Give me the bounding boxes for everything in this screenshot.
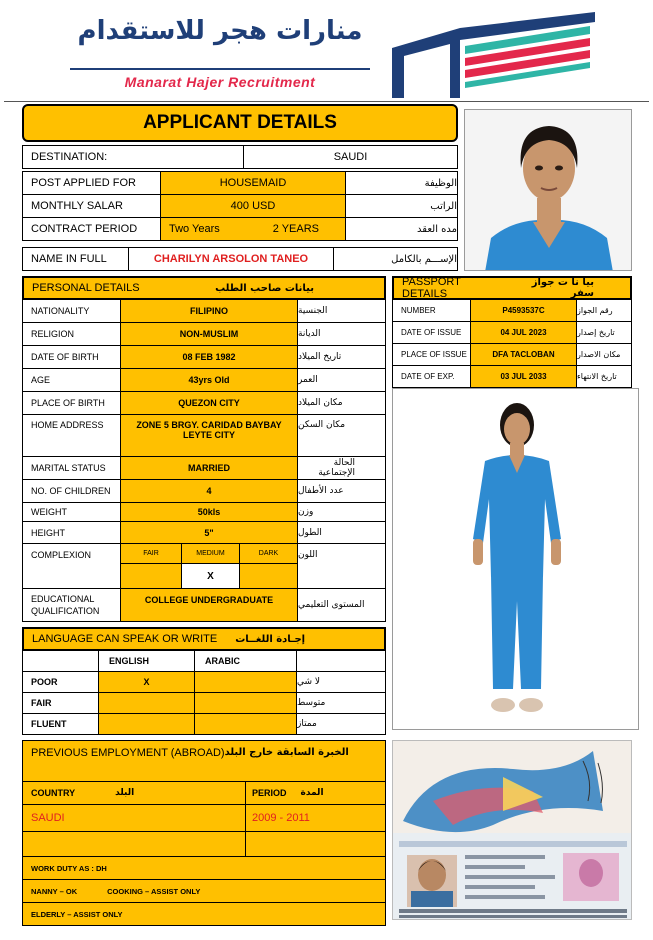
personal-row-label: MARITAL STATUS [22,456,121,480]
name-label: NAME IN FULL [22,247,129,271]
post-value: HOUSEMAID [160,171,346,195]
complexion-label: COMPLEXION [22,543,121,589]
logo [60,8,620,100]
complexion-dark-label: DARK [239,543,298,564]
employment-heading [22,740,386,782]
complexion-fair-mark [120,563,182,589]
passport-heading [392,276,632,300]
personal-row-arabic: مكان السكن [297,414,386,457]
personal-heading-text: PERSONAL DETAILS [32,282,140,294]
personal-row-value: 4 [120,479,298,503]
personal-row-label: HEIGHT [22,521,121,544]
education-value: COLLEGE UNDERGRADUATE [120,588,298,622]
personal-row-value: MARRIED [120,456,298,480]
destination-value: SAUDI [243,145,458,169]
employment-period-value: 2009 - 2011 [245,804,386,832]
education-label: EDUCATIONAL QUALIFICATION [22,588,121,622]
duty-nanny: NANNY – OK [31,886,78,896]
destination-label: DESTINATION: [22,145,244,169]
employment-period-label [245,781,386,805]
complexion-fair-label: FAIR [120,543,182,564]
language-row-arabic: متوسط [296,692,386,714]
language-col-english: ENGLISH [98,650,195,672]
employment-blank-right [245,831,386,857]
personal-row-label: AGE [22,368,121,392]
employment-country-label [22,781,246,805]
language-row-arabic: لا شي [296,671,386,693]
education-arabic: المستوى التعليمي [297,588,386,622]
name-value: CHARILYN ARSOLON TANEO [128,247,334,271]
personal-row-arabic: عدد الأطفال [297,479,386,503]
complexion-medium-mark: X [181,563,240,589]
language-heading-arabic: إجـادة اللغــات [235,633,306,645]
salary-value: 400 USD [160,194,346,218]
personal-row-value: 43yrs Old [120,368,298,392]
applicant-headshot [464,109,632,271]
contract-value-words: Two Years [169,223,220,235]
complexion-medium-label: MEDIUM [181,543,240,564]
personal-row-value: 50kls [120,502,298,522]
personal-row-label: NATIONALITY [22,299,121,323]
post-label: POST APPLIED FOR [22,171,161,195]
duty-row-1 [22,879,386,903]
contract-value-years: 2 YEARS [272,223,319,235]
country-label-text: COUNTRY [31,788,76,798]
language-col-blank [296,650,386,672]
personal-row-arabic: الحالة الإجتماعية [297,456,386,480]
complexion-arabic: اللون [297,543,386,589]
personal-heading [22,276,386,300]
personal-row-label: WEIGHT [22,502,121,522]
salary-label: MONTHLY SALAR [22,194,161,218]
contract-label: CONTRACT PERIOD [22,217,161,241]
language-row-arabic-level [194,713,297,735]
personal-row-label: DATE OF BIRTH [22,345,121,369]
header-divider [4,101,649,102]
language-col-arabic: ARABIC [194,650,297,672]
language-heading-text: LANGUAGE CAN SPEAK OR WRITE [32,633,218,645]
passport-row-label: PLACE OF ISSUE [392,343,471,366]
passport-row-arabic: تاريخ إصدار [576,321,632,344]
language-row-label: POOR [22,671,99,693]
language-row-english [98,692,195,714]
personal-row-arabic: مكان الميلاد [297,391,386,415]
passport-row-label: DATE OF EXP. [392,365,471,388]
personal-row-label: HOME ADDRESS [22,414,121,457]
personal-row-value: 5" [120,521,298,544]
logo-house-icon [390,8,600,100]
personal-row-arabic: العمر [297,368,386,392]
personal-row-arabic: وزن [297,502,386,522]
personal-row-arabic: الجنسية [297,299,386,323]
personal-row-value: ZONE 5 BRGY. CARIDAD BAYBAY LEYTE CITY [120,414,298,457]
personal-row-arabic: الطول [297,521,386,544]
logo-english-text: Manarat Hajer Recruitment [124,74,316,90]
contract-arabic: مده العقد [345,217,458,241]
passport-scan-image [392,740,632,920]
personal-row-arabic: الديانة [297,322,386,346]
post-arabic: الوظيفة [345,171,458,195]
passport-row-arabic: رقم الجواز [576,299,632,322]
logo-arabic-text: منارات هجر للاستقدام [77,16,363,46]
personal-row-arabic: تاريخ الميلاد [297,345,386,369]
passport-row-value: 03 JUL 2033 [470,365,577,388]
employment-country-value: SAUDI [22,804,246,832]
language-row-arabic-level [194,671,297,693]
passport-row-label: DATE OF ISSUE [392,321,471,344]
language-row-english: X [98,671,195,693]
passport-heading-text: PASSPORT DETAILS [402,276,461,300]
language-heading [22,627,386,651]
passport-row-arabic: مكان الاصدار [576,343,632,366]
language-row-label: FLUENT [22,713,99,735]
period-label-text: PERIOD [252,788,287,798]
language-row-label: FAIR [22,692,99,714]
language-row-arabic-level [194,692,297,714]
personal-row-label: RELIGION [22,322,121,346]
personal-row-label: NO. OF CHILDREN [22,479,121,503]
duty-row-2: ELDERLY – ASSIST ONLY [22,902,386,926]
duty-cooking: COOKING – ASSIST ONLY [107,886,201,896]
personal-row-value: QUEZON CITY [120,391,298,415]
personal-heading-arabic: بيانات صاحب الطلب [215,282,314,294]
personal-row-value: FILIPINO [120,299,298,323]
period-label-arabic: المدة [300,788,324,798]
language-row-english [98,713,195,735]
complexion-dark-mark [239,563,298,589]
passport-row-value: DFA TACLOBAN [470,343,577,366]
employment-blank-left [22,831,246,857]
passport-heading-arabic: بيا نا ت جواز سفر [531,277,594,299]
passport-row-label: NUMBER [392,299,471,322]
employment-heading-arabic: الخبرة السابقة خارج البلد [224,747,349,758]
country-label-arabic: البلد [115,788,135,798]
passport-row-value: P4593537C [470,299,577,322]
page-title: APPLICANT DETAILS [22,104,458,142]
passport-row-value: 04 JUL 2023 [470,321,577,344]
work-duty-label: WORK DUTY AS : DH [22,856,386,880]
language-row-arabic: ممتاز [296,713,386,735]
personal-row-label: PLACE OF BIRTH [22,391,121,415]
salary-arabic: الراتب [345,194,458,218]
language-corner [22,650,99,672]
personal-row-value: 08 FEB 1982 [120,345,298,369]
contract-value [160,217,346,241]
passport-row-arabic: تاريخ الانتهاء [576,365,632,388]
name-arabic: الإســـم بالكامل [333,247,458,271]
logo-underline [70,68,370,70]
personal-row-value: NON-MUSLIM [120,322,298,346]
employment-heading-text: PREVIOUS EMPLOYMENT (ABROAD) [31,747,225,759]
applicant-full-body-photo [392,388,639,730]
